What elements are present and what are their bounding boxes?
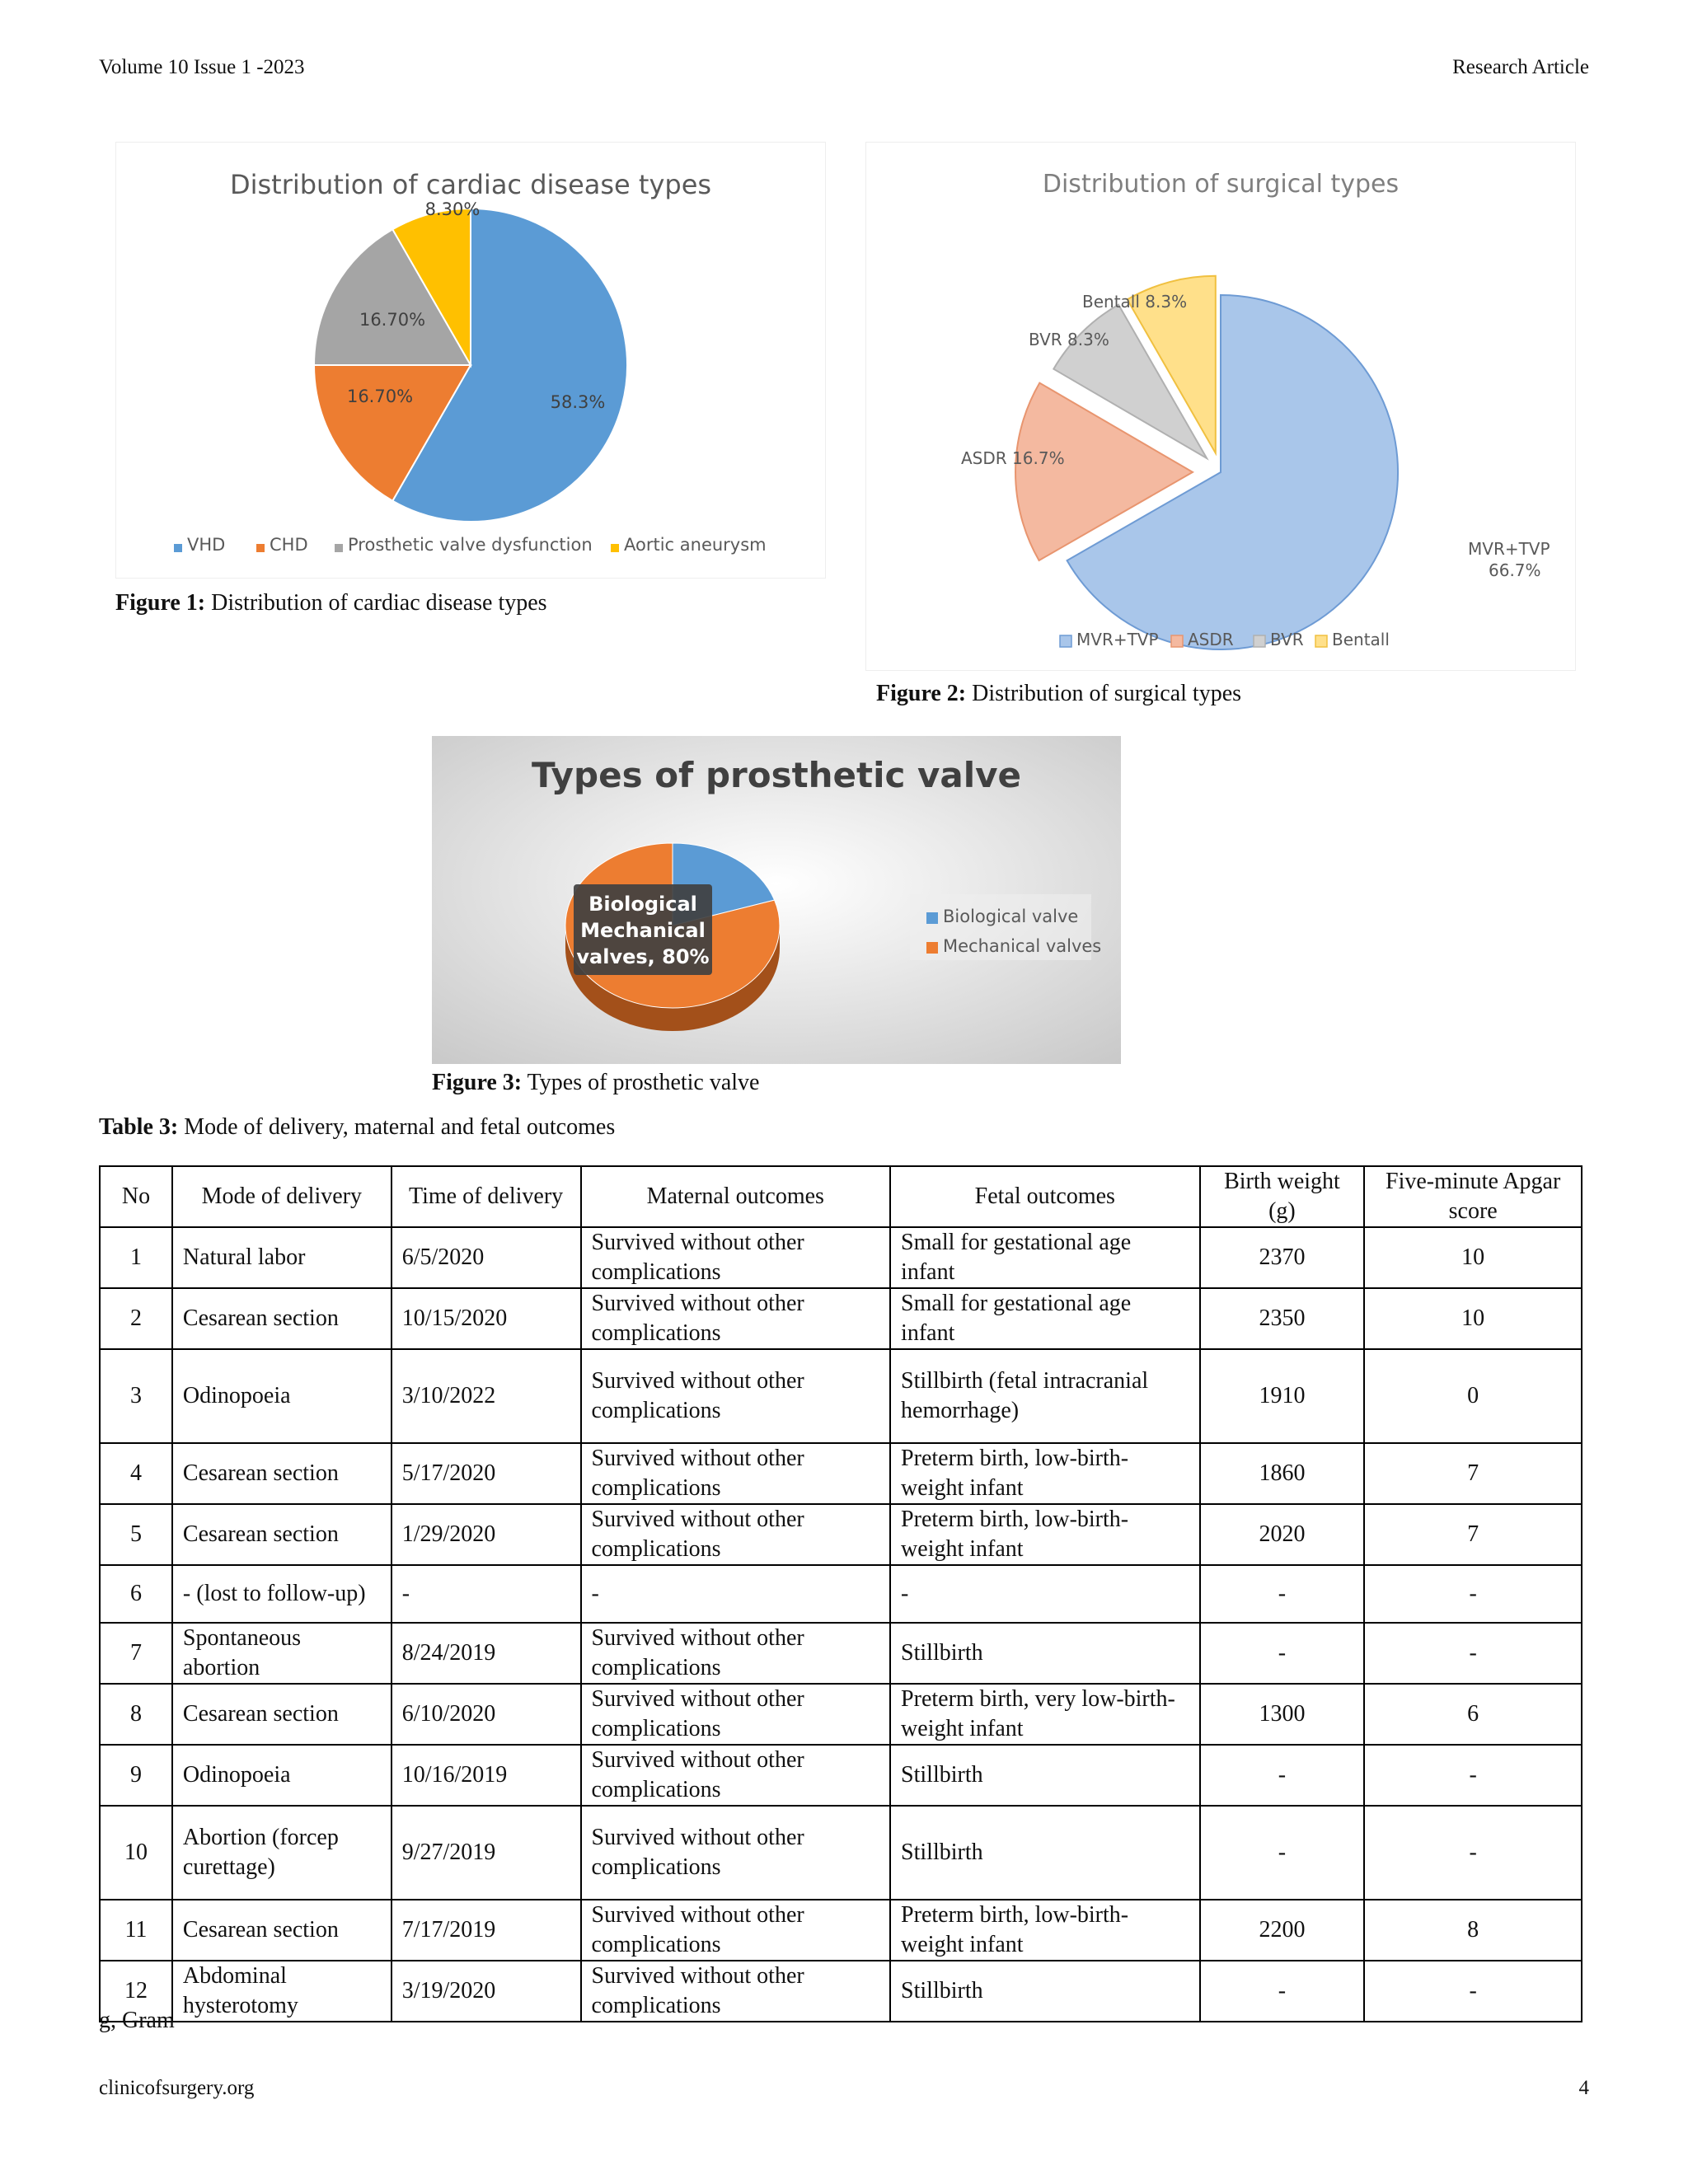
data-label: BVR 8.3%: [1029, 330, 1109, 349]
callout-line-3: valves, 80%: [576, 945, 710, 968]
legend-entry: Aortic aneurysm: [624, 535, 767, 555]
legend-swatch: [926, 942, 938, 954]
cell-maternal: Survived without other complications: [581, 1349, 891, 1443]
legend-entry: Mechanical valves: [943, 936, 1102, 956]
cell-mode: Cesarean section: [172, 1504, 392, 1565]
cell-mode: Odinopoeia: [172, 1745, 392, 1806]
cell-maternal: Survived without other complications: [581, 1745, 891, 1806]
cell-no: 1: [100, 1227, 172, 1288]
cell-fetal: -: [890, 1565, 1200, 1623]
cell-no: 11: [100, 1900, 172, 1961]
cell-time: 8/24/2019: [392, 1623, 581, 1684]
figure-1-caption-label: Figure 1:: [115, 590, 206, 616]
figure-1-chart: [115, 142, 826, 579]
cell-fetal: Stillbirth: [890, 1961, 1200, 2022]
cell-fetal: Stillbirth: [890, 1806, 1200, 1900]
cell-fetal: Preterm birth, low-birth-weight infant: [890, 1504, 1200, 1565]
callout-line-2: Mechanical: [580, 919, 706, 942]
cell-weight: 1860: [1200, 1443, 1365, 1504]
cell-mode: Abdominal hysterotomy: [172, 1961, 392, 2022]
legend-entry: ASDR: [1188, 630, 1234, 649]
table-3-caption: [99, 1114, 615, 1141]
cell-fetal: Small for gestational age infant: [890, 1227, 1200, 1288]
cell-mode: Cesarean section: [172, 1900, 392, 1961]
cell-fetal: Preterm birth, very low-birth-weight infant: [890, 1684, 1200, 1745]
table-row: [100, 1349, 1582, 1443]
cell-time: 6/5/2020: [392, 1227, 581, 1288]
cell-time: 3/10/2022: [392, 1349, 581, 1443]
data-label: MVR+TVP: [1468, 539, 1550, 559]
cell-apgar: 0: [1364, 1349, 1582, 1443]
legend-entry: Biological valve: [943, 907, 1079, 926]
figure-1-caption-text: Distribution of cardiac disease types: [211, 590, 547, 616]
data-label: 66.7%: [1489, 560, 1541, 580]
outcomes-table: [99, 1165, 1582, 2022]
cell-weight: 2350: [1200, 1288, 1365, 1349]
cell-time: -: [392, 1565, 581, 1623]
cell-weight: 2200: [1200, 1900, 1365, 1961]
cell-no: 6: [100, 1565, 172, 1623]
data-label: 16.70%: [359, 310, 426, 330]
legend-swatch: [926, 912, 938, 924]
data-label: Bentall 8.3%: [1082, 292, 1188, 312]
cell-fetal: Preterm birth, low-birth-weight infant: [890, 1900, 1200, 1961]
cell-time: 10/15/2020: [392, 1288, 581, 1349]
legend-swatch: [611, 544, 619, 552]
figure-2-caption-text: Distribution of surgical types: [972, 681, 1242, 706]
cell-mode: - (lost to follow-up): [172, 1565, 392, 1623]
data-label: 16.70%: [346, 387, 414, 406]
cell-mode: Abortion (forcep curettage): [172, 1806, 392, 1900]
cell-maternal: Survived without other complications: [581, 1288, 891, 1349]
table-row: [100, 1684, 1582, 1745]
table-row: [100, 1227, 1582, 1288]
cell-weight: -: [1200, 1745, 1365, 1806]
legend-entry: VHD: [187, 535, 226, 555]
legend-swatch: [256, 544, 265, 552]
cell-no: 3: [100, 1349, 172, 1443]
cell-time: 9/27/2019: [392, 1806, 581, 1900]
cell-apgar: 10: [1364, 1288, 1582, 1349]
cell-weight: 1910: [1200, 1349, 1365, 1443]
table-note: g, Gram: [99, 2008, 175, 2033]
table-header-row: [100, 1166, 1582, 1227]
cell-apgar: 8: [1364, 1900, 1582, 1961]
col-no: No: [100, 1166, 172, 1227]
cell-weight: 2020: [1200, 1504, 1365, 1565]
cell-maternal: Survived without other complications: [581, 1443, 891, 1504]
cell-fetal: Stillbirth: [890, 1623, 1200, 1684]
chart-callout: [574, 884, 712, 975]
legend-entry: Prosthetic valve dysfunction: [348, 535, 593, 555]
cell-time: 3/19/2020: [392, 1961, 581, 2022]
col-apgar: Five-minute Apgar score: [1364, 1166, 1582, 1227]
cell-weight: -: [1200, 1623, 1365, 1684]
cell-maternal: Survived without other complications: [581, 1684, 891, 1745]
figure-3-caption-text: Types of prosthetic valve: [527, 1070, 760, 1095]
legend-swatch: [1254, 635, 1265, 647]
cell-apgar: 7: [1364, 1443, 1582, 1504]
figure-2-caption: [876, 681, 1241, 707]
cell-no: 4: [100, 1443, 172, 1504]
cell-weight: -: [1200, 1961, 1365, 2022]
cell-no: 5: [100, 1504, 172, 1565]
cell-no: 12: [100, 1961, 172, 2022]
chart-title: Distribution of cardiac disease types: [229, 169, 712, 200]
cell-weight: 1300: [1200, 1684, 1365, 1745]
cell-apgar: -: [1364, 1565, 1582, 1623]
table-row: [100, 1443, 1582, 1504]
table-row: [100, 1806, 1582, 1900]
cell-time: 10/16/2019: [392, 1745, 581, 1806]
legend-entry: Bentall: [1332, 630, 1390, 649]
footer-site: clinicofsurgery.org: [99, 2077, 255, 2099]
col-fetal: Fetal outcomes: [890, 1166, 1200, 1227]
cell-time: 1/29/2020: [392, 1504, 581, 1565]
data-label: ASDR 16.7%: [961, 448, 1065, 468]
table-row: [100, 1504, 1582, 1565]
legend-entry: MVR+TVP: [1076, 630, 1159, 649]
table-row: [100, 1745, 1582, 1806]
cell-time: 6/10/2020: [392, 1684, 581, 1745]
legend-swatch: [1171, 635, 1183, 647]
cell-maternal: -: [581, 1565, 891, 1623]
article-type: Research Article: [1452, 56, 1589, 78]
cell-maternal: Survived without other complications: [581, 1504, 891, 1565]
cell-fetal: Stillbirth: [890, 1745, 1200, 1806]
legend-swatch: [1315, 635, 1327, 647]
figure-1-caption: [115, 590, 547, 616]
col-maternal: Maternal outcomes: [581, 1166, 891, 1227]
cell-fetal: Preterm birth, low-birth-weight infant: [890, 1443, 1200, 1504]
legend-swatch: [335, 544, 343, 552]
cell-fetal: Stillbirth (fetal intracranial hemorrhage): [890, 1349, 1200, 1443]
cell-no: 7: [100, 1623, 172, 1684]
page-number: 4: [1578, 2077, 1589, 2099]
cell-mode: Cesarean section: [172, 1443, 392, 1504]
figure-3-caption: [432, 1070, 760, 1096]
cell-no: 8: [100, 1684, 172, 1745]
col-mode: Mode of delivery: [172, 1166, 392, 1227]
cell-maternal: Survived without other complications: [581, 1961, 891, 2022]
figure-3-caption-label: Figure 3:: [432, 1070, 523, 1095]
legend-swatch: [1060, 635, 1071, 647]
legend-entry: BVR: [1270, 630, 1304, 649]
cell-apgar: 7: [1364, 1504, 1582, 1565]
cell-mode: Cesarean section: [172, 1684, 392, 1745]
table-row: [100, 1623, 1582, 1684]
data-label: 8.30%: [424, 199, 481, 219]
cell-mode: Odinopoeia: [172, 1349, 392, 1443]
journal-volume: Volume 10 Issue 1 -2023: [99, 56, 305, 78]
figure-2-chart: [865, 142, 1576, 671]
table-row: [100, 1961, 1582, 2022]
table-row: [100, 1565, 1582, 1623]
table-row: [100, 1900, 1582, 1961]
cell-fetal: Small for gestational age infant: [890, 1288, 1200, 1349]
cell-apgar: -: [1364, 1961, 1582, 2022]
cell-mode: Spontaneous abortion: [172, 1623, 392, 1684]
cell-apgar: -: [1364, 1623, 1582, 1684]
cell-time: 5/17/2020: [392, 1443, 581, 1504]
chart-title: Distribution of surgical types: [1042, 170, 1400, 199]
figure-2-caption-label: Figure 2:: [876, 681, 967, 706]
cell-maternal: Survived without other complications: [581, 1806, 891, 1900]
cell-apgar: 10: [1364, 1227, 1582, 1288]
cell-mode: Cesarean section: [172, 1288, 392, 1349]
chart-title: Types of prosthetic valve: [531, 755, 1022, 795]
data-label: 58.3%: [550, 392, 606, 412]
cell-apgar: 6: [1364, 1684, 1582, 1745]
callout-line-1: Biological: [588, 893, 697, 916]
cell-apgar: -: [1364, 1806, 1582, 1900]
col-time: Time of delivery: [392, 1166, 581, 1227]
cell-time: 7/17/2019: [392, 1900, 581, 1961]
cell-no: 2: [100, 1288, 172, 1349]
legend-entry: CHD: [270, 535, 308, 555]
legend-swatch: [174, 544, 182, 552]
cell-weight: -: [1200, 1565, 1365, 1623]
cell-maternal: Survived without other complications: [581, 1227, 891, 1288]
cell-weight: 2370: [1200, 1227, 1365, 1288]
table-3-caption-label: Table 3:: [99, 1114, 179, 1140]
cell-apgar: -: [1364, 1745, 1582, 1806]
cell-maternal: Survived without other complications: [581, 1900, 891, 1961]
cell-mode: Natural labor: [172, 1227, 392, 1288]
table-row: [100, 1288, 1582, 1349]
cell-no: 10: [100, 1806, 172, 1900]
col-weight: Birth weight (g): [1200, 1166, 1365, 1227]
cell-maternal: Survived without other complications: [581, 1623, 891, 1684]
figure-3-chart: [432, 736, 1121, 1064]
table-3-caption-text: Mode of delivery, maternal and fetal outcomes: [184, 1114, 616, 1140]
cell-no: 9: [100, 1745, 172, 1806]
cell-weight: -: [1200, 1806, 1365, 1900]
